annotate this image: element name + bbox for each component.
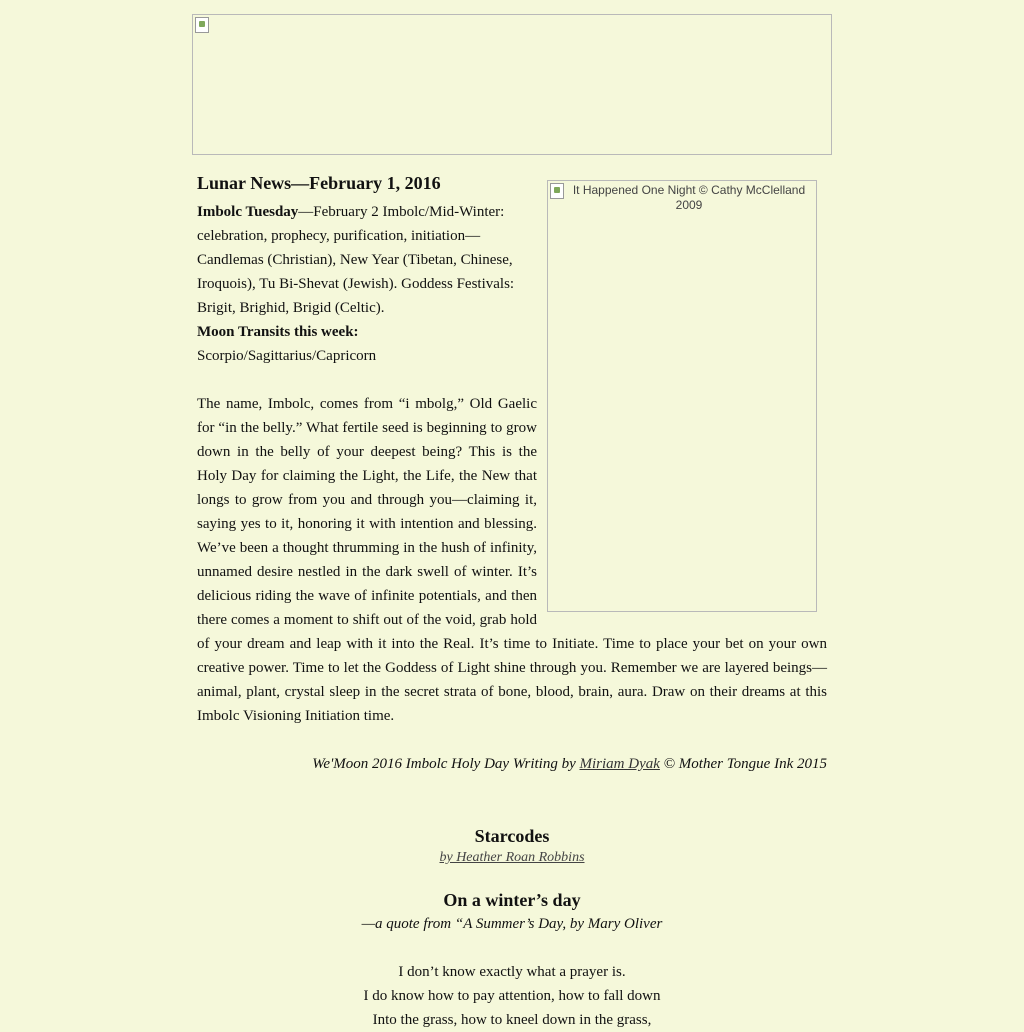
starcodes-byline-wrap (197, 848, 827, 868)
starcodes-byline-link[interactable]: by Heather Roan Robbins (439, 850, 585, 865)
poem-line: Into the grass, how to kneel down in the grass, (372, 1012, 652, 1028)
broken-image-icon (550, 183, 564, 199)
article-figure (547, 180, 817, 612)
article-title: Lunar News—February 1, 2016 (197, 173, 441, 193)
moon-label: Moon Transits this week: (197, 324, 359, 340)
poem-section (197, 888, 827, 1032)
header-banner-image (192, 14, 832, 155)
poem-title: On a winter’s day (443, 890, 581, 910)
intro-bold-label: Imbolc Tuesday (197, 204, 299, 220)
author-link[interactable]: Miriam Dyak (579, 756, 660, 772)
credit-suffix: © Mother Tongue Ink 2015 (659, 756, 827, 772)
article-body: The name, Imbolc, comes from “i mbolg,” Old Gaelic for “in the belly.” What fertile seed is beginning to grow down in the belly of your deepest being? This is the Holy Day for claiming the Light, the Life, the New that longs to grow from you and through you—claiming it, saying yes to it, honoring it with intention and blessing. We’ve been a thought thrumming in the hush of infinity, unnamed desire nestled in the dark swell of winter. It’s delicious riding the wave of infinite potentials, and then there comes a moment to shift out of the void, grab hold of your dream and leap with it into the Real. It’s time to Initiate. Time to place your bet on your own creative power. Time to let the Goddess of Light shine through you. Remember we are layered beings—animal, plant, crystal sleep in the secret strata of bone, blood, brain, aura. Draw on their dreams at this Imbolc Visioning Initiation time. (197, 396, 827, 724)
figure-alt-text: It Happened One Night © Cathy McClelland 2009 (572, 183, 806, 212)
article-credit (197, 752, 827, 776)
moon-transits-value: Scorpio/Sagittarius/Capricorn (197, 348, 377, 364)
header-banner-wrap (192, 14, 832, 155)
main-content (197, 170, 827, 1032)
starcodes-title: Starcodes (474, 826, 550, 846)
poem-line: I do know how to pay attention, how to fall down (363, 988, 661, 1004)
broken-image-icon (195, 17, 209, 33)
credit-prefix: We'Moon 2016 Imbolc Holy Day Writing by (312, 756, 580, 772)
poem-subtitle: —a quote from “A Summer’s Day, by Mary Oliver (361, 916, 663, 932)
poem-line: I don’t know exactly what a prayer is. (398, 964, 626, 980)
intro-text: —February 2 Imbolc/Mid-Winter: celebration, prophecy, purification, initiation—Candlemas (Christian), New Year (Tibetan, Chinese, Iroquois), Tu Bi-Shevat (Jewish). Goddess Festivals: Brigit, Brighid, Brigid (Celtic). (197, 204, 515, 316)
starcodes-section (197, 824, 827, 868)
